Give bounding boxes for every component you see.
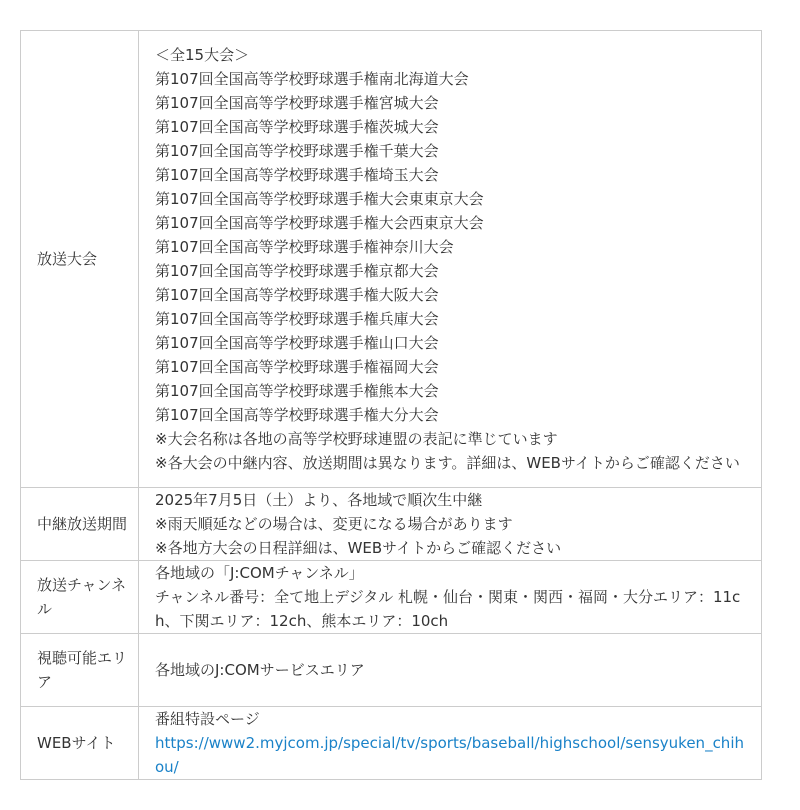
event-line: 第107回全国高等学校野球選手権兵庫大会: [155, 310, 439, 328]
event-line: 第107回全国高等学校野球選手権山口大会: [155, 334, 439, 352]
event-line: 第107回全国高等学校野球選手権宮城大会: [155, 94, 439, 112]
period-line: 2025年7月5日（土）より、各地域で順次生中継: [155, 491, 483, 509]
row-viewing-area: [21, 634, 762, 707]
event-line: 第107回全国高等学校野球選手権京都大会: [155, 262, 439, 280]
value-channel: [139, 561, 762, 634]
channel-number: チャンネル番号：全て地上デジタル 札幌・仙台・関東・関西・福岡・大分エリア：11ch、下関エリア：12ch、熊本エリア：10ch: [155, 588, 741, 630]
period-note: ※各地方大会の日程詳細は、WEBサイトからご確認ください: [155, 539, 562, 557]
value-viewing-area: 各地域のJ:COMサービスエリア: [139, 634, 762, 707]
event-line: 第107回全国高等学校野球選手権大阪大会: [155, 286, 439, 304]
value-broadcast-events: [139, 31, 762, 488]
website-link[interactable]: https://www2.myjcom.jp/special/tv/sports/baseball/highschool/sensyuken_chihou/: [155, 734, 744, 776]
event-line: 第107回全国高等学校野球選手権埼玉大会: [155, 166, 439, 184]
event-line: 第107回全国高等学校野球選手権南北海道大会: [155, 70, 469, 88]
label-channel: 放送チャンネル: [21, 561, 139, 634]
label-viewing-area: 視聴可能エリア: [21, 634, 139, 707]
row-channel: [21, 561, 762, 634]
label-broadcast-period: 中継放送期間: [21, 488, 139, 561]
channel-name: 各地域の「J:COMチャンネル」: [155, 564, 364, 582]
program-info-table: [20, 30, 762, 780]
label-website: WEBサイト: [21, 707, 139, 780]
event-line: 第107回全国高等学校野球選手権神奈川大会: [155, 238, 454, 256]
label-broadcast-events: 放送大会: [21, 31, 139, 488]
event-line: 第107回全国高等学校野球選手権熊本大会: [155, 382, 439, 400]
event-note: ※各大会の中継内容、放送期間は異なります。詳細は、WEBサイトからご確認ください: [155, 454, 740, 472]
event-line: 第107回全国高等学校野球選手権福岡大会: [155, 358, 439, 376]
website-title: 番組特設ページ: [155, 710, 260, 728]
value-broadcast-period: [139, 488, 762, 561]
event-note: ※大会名称は各地の高等学校野球連盟の表記に準じています: [155, 430, 558, 448]
row-broadcast-events: [21, 31, 762, 488]
event-line: 第107回全国高等学校野球選手権茨城大会: [155, 118, 439, 136]
event-line: 第107回全国高等学校野球選手権大会東東京大会: [155, 190, 484, 208]
event-line: ＜全15大会＞: [155, 46, 250, 64]
row-broadcast-period: [21, 488, 762, 561]
row-website: [21, 707, 762, 780]
period-note: ※雨天順延などの場合は、変更になる場合があります: [155, 515, 513, 533]
event-line: 第107回全国高等学校野球選手権千葉大会: [155, 142, 439, 160]
value-website: [139, 707, 762, 780]
event-line: 第107回全国高等学校野球選手権大会西東京大会: [155, 214, 484, 232]
event-line: 第107回全国高等学校野球選手権大分大会: [155, 406, 439, 424]
